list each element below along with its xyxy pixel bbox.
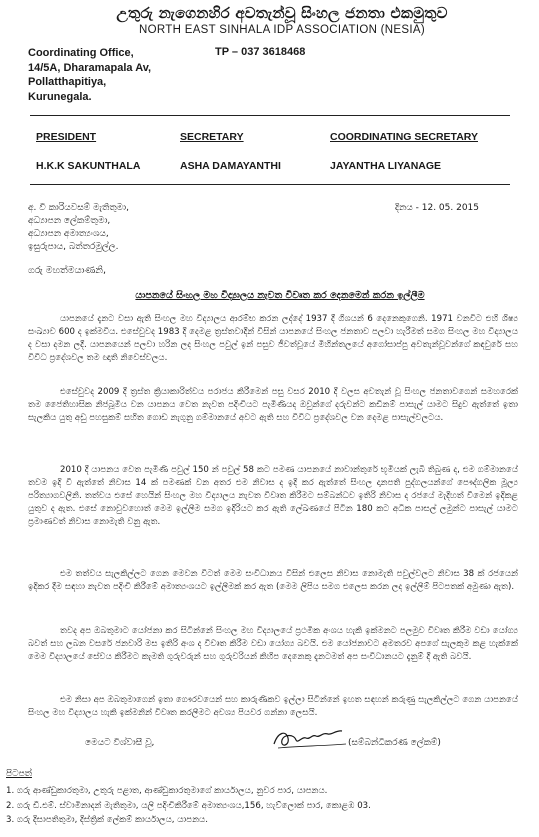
signatory-title: (සම්බන්ධීකරණ ලේකම්) xyxy=(348,738,441,748)
salutation: ගරු මහත්මයාණනි, xyxy=(28,265,106,276)
body-paragraph-5: තවද අප ඔබතුමාට යෝජනා කර සිටින්නේ සිංහල මහ විද්‍යාලයේ ප්‍රථමික අංශය හැකි ඉක්මනට පලමුව විවෘත කිරීම වඩා යෝග්‍ය බවත් සහ ලබන වසරේ ජනවාරි මස ඉතිරි අංශ ද විවෘත කිරීම වඩා යෝග්‍ය බවයි. එම යෝජනාවට අමතරව අපගේ සැලකුම කළ හැක්කේ මෙම විද්‍යාලයේ සේවය කිරීමට කැමති ගුරුවරුන් සහ ගුරුවරියන් කිහිප දෙනෙකු දැනටමත් අප සංවිධානයට දැනුම් දී ඇති බවයි. xyxy=(28,626,518,662)
body-paragraph-6: එම නිසා අප ඔබතුමාගෙන් ඉතා ගෞරවයෙන් සහ කාරුණිකව ඉල්ලා සිටින්නේ ඉහත සඳහන් කරුණු සැලකිල්ලට ගෙන යාපනයේ සිංහල මහ විද්‍යාලය හැකි ඉක්මනින් විවෘත කරලීමට අවශ්‍ය පියවර ගන්නා ලෙසයි. xyxy=(28,695,518,718)
coordinating-secretary-title: COORDINATING SECRETARY xyxy=(330,131,478,143)
office-line: Pollatthapitiya, xyxy=(28,76,107,88)
bottom-divider xyxy=(30,184,510,185)
top-divider xyxy=(30,115,510,116)
addressee-line: අධ්‍යාපන අමාත්‍යංශය, xyxy=(28,229,109,239)
letter-date: දිනය - 12. 05. 2015 xyxy=(395,203,479,213)
copies-list xyxy=(6,784,371,828)
handwritten-signature xyxy=(270,722,350,752)
office-address xyxy=(28,46,151,104)
secretary-name: ASHA DAMAYANTHI xyxy=(180,160,281,172)
coordinating-secretary-name: JAYANTHA LIYANAGE xyxy=(330,160,442,172)
copy-recipient: 1. ගරු ආණ්ඩුකාරතුමා, උතුරු පළාත, ආණ්ඩුකාරතුමාගේ කාර්යාලය, නුවර පාර, යාපනය. xyxy=(6,786,328,796)
addressee-line: අධ්‍යාපන ලේකම්තුමා, xyxy=(28,216,111,226)
body-paragraph-3: 2010 දී යාපනය වෙත පැමිණි පවුල් 150 න් පවුල් 58 කට පමණ යාපනයේ නාවාන්තුරේ භූමියක් ලැබී තිබුණ ද, එම ගම්මානයේ තවම ඉදි වී ඇත්තේ නිවාස 14 ක් පමණක් වන අතර එම නිවාස ද ඉදි කර ඇත්තේ සිංහල දානපති පුද්ගලයන්ගේ පෞද්ගලික මූල්‍ය පරිත්‍යාගවලිනි. තත්වය එසේ හෙයින් සිංහල මහ විද්‍යාලය නැවත විවෘත කිරීමට සම්බන්ධව ඉතිරි නිවාස ද රජයේ මැදිහත් වීමෙන් ඉදිකළ යුතුව ද ඇත. එසේ නොවුවහොත් මෙම ඉල්ලීම සමග ඉදිරියට කර ඇති ලේඛණයේ පිටින 180 කට අධික පාසල් ලමුන්ට පාසැල් යාමට ප්‍රමාණවත් නිවාස නොමැති වනු ඇත. xyxy=(28,465,518,527)
addressee-block xyxy=(28,202,129,254)
secretary-title: SECRETARY xyxy=(180,131,244,143)
copies-heading: පිටපත් xyxy=(6,769,32,779)
addressee-line: ඉසුරුපාය, බත්තරමුල්ල. xyxy=(28,242,119,252)
president-name: H.K.K SAKUNTHALA xyxy=(36,160,141,172)
addressee-line: අ. වි කාරියවසම් මැතිතුමා, xyxy=(28,203,129,213)
telephone: TP – 037 3618468 xyxy=(215,46,306,58)
copy-recipient: 2. ගරු ඩී.එම්. ස්වාමිනාදන් මැතිතුමා, යලි පදිංචිකිරීමේ අමාත්‍යංශය,156, හැව්ලොක් පාර, කොළඹ 03. xyxy=(6,800,371,811)
body-paragraph-2: එසේවුවද 2009 දී ත්‍රස්ත ක්‍රියාකාරිත්වය පරාජය කිරීමෙන් පසු වසර 2010 දී වලස අවතැන් වූ සිංහල ජනතාවගෙන් සමහරෙක් තම ජෛතිහාසික නිජබූමිය වන යාපනය වෙත නැවත පදිංචියට පැමිණියද ඔවුන්ගේ දරුවන්ට කඩිනම් පාසැල් යාමට සිදුව ඇත්තේ ඉතා සැලකිය යුතු අඩු පහසුකම් සහිත ගොඩ නැගුනු ගම්මානයේ අවට ඇති සහ විවිධ ප්‍රදේශවල වන දෙමළ පාසැල්වලටය. xyxy=(28,387,518,423)
office-line: Kurunegala. xyxy=(28,90,92,103)
president-title: PRESIDENT xyxy=(36,131,97,143)
body-paragraph-1: යාපනයේ දැනට වසා ඇති සිංහල මහ විද්‍යාලය ආරම්භ කරන ලද්දේ 1937 දී ගිශයන් 6 දෙනෙකුගෙනි. 1971 වනවිට එහි ශිෂ්‍ය සංඛ්‍යාව 600 ද ඉක්මවිය. එසේවුවද 1983 දී දෙමළ ත්‍රස්තවාදීන් විසින් යාපනයේ සිංහල ජනතාව පලවා හැරීමත් සමග සිංහල මහ විද්‍යාලය ද වසා දමන ලදී. යාපනයෙන් පලවා හරින ලද සිංහල පවුල් ඉන් පසුව ජීවත්වූයේ මිහින්තලයේ අගෝසාප්පු අවතැන්වූවන්ගේ කඳවුරේ සහ විවිධ ප්‍රදේශවල තම ඥාති නිවෙස්වලය. xyxy=(28,314,518,363)
copy-recipient: 3. ගරු දිසාපතිතුමා, දිස්ත්‍රික් ලේකම් කාර්යාලය, යාපනය. xyxy=(6,815,208,825)
org-name-sinhala: උතුරු නැගෙනහිර අවතැන්වූ සිංහල ජනතා එකමුතුව xyxy=(116,4,448,22)
closing-line: මෙයට විශ්වාසී වූ, xyxy=(85,738,155,748)
letter-subject: යාපනයේ සිංහල මහ විද්‍යාලය නැවත විවෘත කර දෙනමෙන් කරන ඉල්ලීම xyxy=(135,290,425,301)
org-name-english: NORTH EAST SINHALA IDP ASSOCIATION (NESIA) xyxy=(139,24,425,36)
office-line: 14/5A, Dharamapala Av, xyxy=(28,61,152,74)
office-line: Coordinating Office, xyxy=(28,47,134,59)
body-paragraph-4: එම තත්වය සැලකිල්ලට ගෙන මෙවන විටත් මෙම සංවිධානය විසින් එලෙස නිවාස නොමැති පවුල්වලට නිවාස 38 ක් රජයෙන් ඉදිකර දීම සඳහා නැවත පදිංචි කිරීමේ අමාත්‍යංශයට ඉල්ලීමක් කර ඇත (මෙම ලිපිය සමග එලෙස කරන ලද ඉල්ලීම් පිටපතක් අමුණා ඇත). xyxy=(28,569,518,592)
